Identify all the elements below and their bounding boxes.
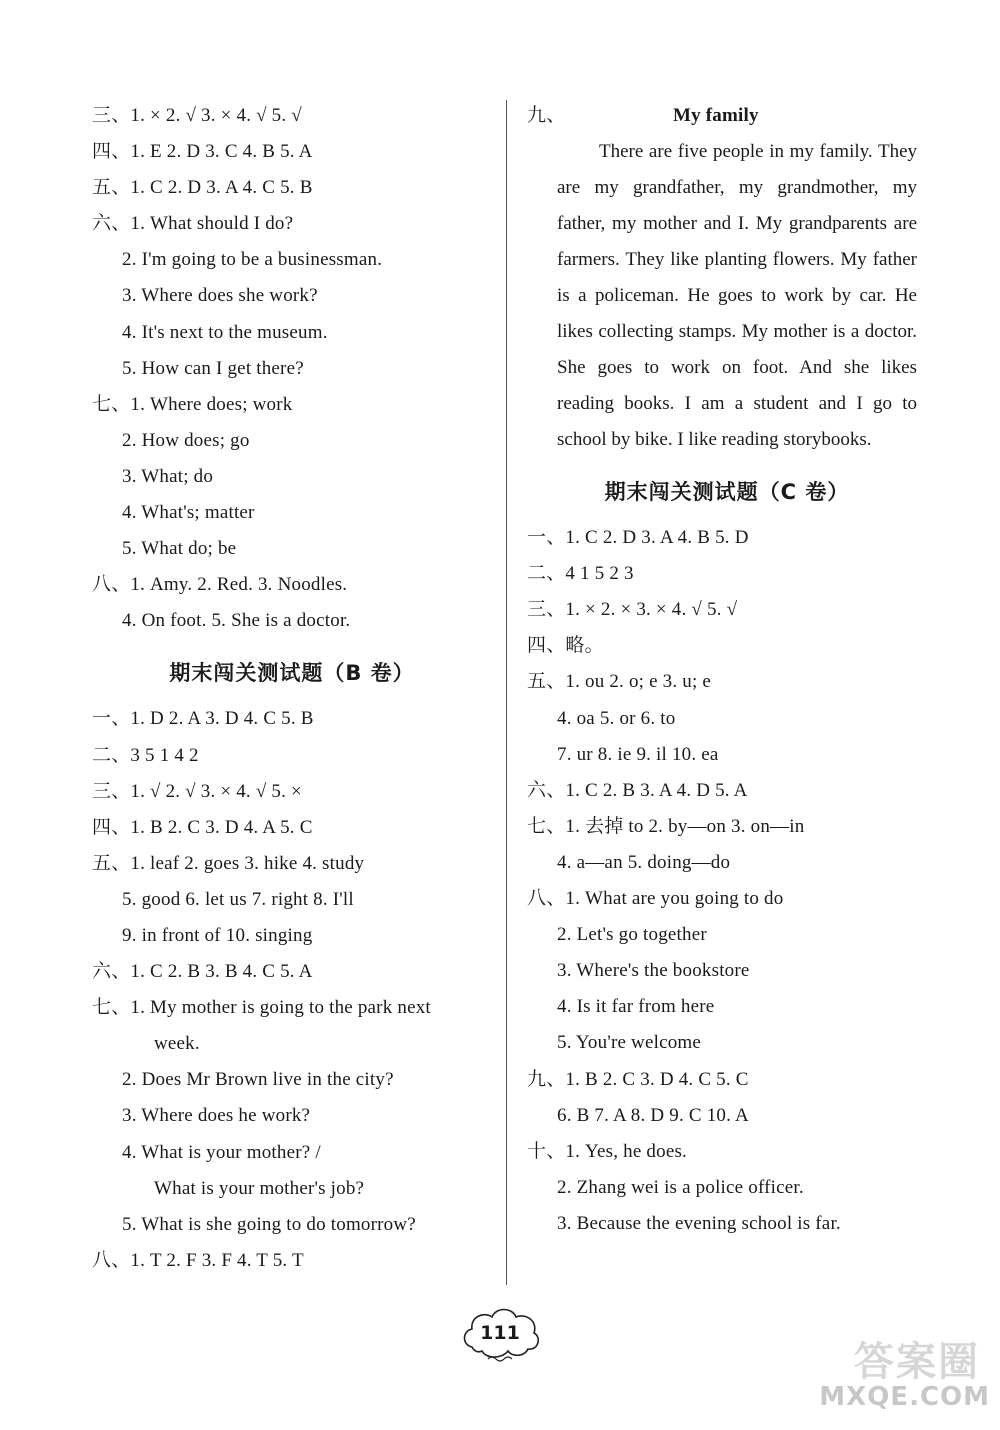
- answer-line: 一、1. D 2. A 3. D 4. C 5. B: [92, 708, 314, 730]
- answer-line: 二、3 5 1 4 2: [92, 744, 199, 766]
- page-number: 111: [480, 1322, 520, 1344]
- answer-line: 4. What's; matter: [122, 502, 255, 524]
- answer-line: 八、1. What are you going to do: [527, 888, 784, 910]
- answer-line: 5. good 6. let us 7. right 8. I'll: [122, 888, 354, 910]
- column-divider: [506, 100, 507, 1285]
- answer-line: 4. On foot. 5. She is a doctor.: [122, 610, 351, 632]
- answer-line: 2. Zhang wei is a police officer.: [557, 1176, 804, 1198]
- page-number-badge: [458, 1305, 542, 1367]
- essay-title-row: [527, 98, 927, 134]
- answer-line: 五、1. ou 2. o; e 3. u; e: [527, 671, 712, 693]
- answer-line: 七、1. Where does; work: [92, 393, 293, 415]
- answer-line: 3. Where does she work?: [122, 285, 318, 307]
- essay-body: There are five people in my family. They are my grandfather, my grandmother, my father, my mother and I. My grandparents are farmers. They like planting flowers. My father is a policeman. He goes to work by car. He likes collecting stamps. My mother is a doctor. She goes to work on foot. And she likes reading books. I am a student and I go to school by bike. I like reading storybooks.: [557, 141, 917, 451]
- answer-line: 5. How can I get there?: [122, 357, 304, 379]
- answer-line: 6. B 7. A 8. D 9. C 10. A: [557, 1104, 749, 1126]
- answer-line: 一、1. C 2. D 3. A 4. B 5. D: [527, 527, 749, 549]
- answer-line: 三、1. × 2. × 3. × 4. √ 5. √: [527, 599, 738, 621]
- answer-line: week.: [154, 1033, 200, 1055]
- answer-list-c: [527, 520, 927, 1242]
- answer-line: 4. a—an 5. doing—do: [557, 851, 731, 873]
- right-column: [527, 98, 927, 1242]
- answer-line: 三、1. √ 2. √ 3. × 4. √ 5. ×: [92, 780, 302, 802]
- answer-line: 六、1. C 2. B 3. A 4. D 5. A: [527, 779, 748, 801]
- answer-line: 二、4 1 5 2 3: [527, 563, 634, 585]
- answer-line: 三、1. × 2. √ 3. × 4. √ 5. √: [92, 105, 302, 126]
- watermark-logo: 答案圈: [854, 1339, 980, 1385]
- watermark-site: MXQE.COM: [819, 1382, 990, 1412]
- essay-title: My family: [673, 105, 759, 126]
- answer-line: 2. Does Mr Brown live in the city?: [122, 1069, 394, 1091]
- answer-line: 五、1. leaf 2. goes 3. hike 4. study: [92, 852, 365, 874]
- answer-line: 5. What do; be: [122, 538, 237, 560]
- answer-line: 3. What; do: [122, 465, 214, 487]
- answer-line: 九、1. B 2. C 3. D 4. C 5. C: [527, 1068, 749, 1090]
- answer-line: 7. ur 8. ie 9. il 10. ea: [557, 743, 719, 765]
- answer-line: 四、1. E 2. D 3. C 4. B 5. A: [92, 141, 313, 163]
- answer-line: 四、1. B 2. C 3. D 4. A 5. C: [92, 816, 313, 838]
- answer-line: 五、1. C 2. D 3. A 4. C 5. B: [92, 177, 313, 199]
- answer-line: What is your mother's job?: [154, 1177, 365, 1199]
- essay-label: 九、: [527, 105, 566, 126]
- answer-list-a: [92, 98, 492, 639]
- answer-line: 5. What is she going to do tomorrow?: [122, 1213, 416, 1235]
- answer-line: 六、1. What should I do?: [92, 213, 294, 235]
- answer-line: 4. What is your mother? /: [122, 1141, 321, 1163]
- left-column: [92, 98, 492, 1279]
- answer-line: 2. I'm going to be a businessman.: [122, 249, 383, 271]
- answer-line: 八、1. Amy. 2. Red. 3. Noodles.: [92, 574, 348, 596]
- answer-line: 四、略。: [527, 635, 604, 657]
- answer-line: 六、1. C 2. B 3. B 4. C 5. A: [92, 961, 313, 983]
- answer-line: 2. Let's go together: [557, 924, 707, 946]
- section-heading-b: 期末闯关测试题（B 卷）: [169, 661, 415, 686]
- answer-line: 3. Because the evening school is far.: [557, 1212, 841, 1234]
- answer-line: 八、1. T 2. F 3. F 4. T 5. T: [92, 1249, 304, 1271]
- answer-line: 3. Where's the bookstore: [557, 960, 750, 982]
- answer-line: 七、1. 去掉 to 2. by—on 3. on—in: [527, 815, 805, 837]
- answer-line: 十、1. Yes, he does.: [527, 1140, 688, 1162]
- answer-line: 七、1. My mother is going to the park next: [92, 997, 431, 1019]
- answer-line: 2. How does; go: [122, 429, 250, 451]
- answer-line: 9. in front of 10. singing: [122, 924, 313, 946]
- answer-line: 4. oa 5. or 6. to: [557, 707, 676, 729]
- watermark: [780, 1330, 990, 1420]
- answer-list-b: [92, 701, 492, 1279]
- answer-line: 5. You're welcome: [557, 1032, 702, 1054]
- section-heading-c: 期末闯关测试题（C 卷）: [604, 480, 850, 505]
- answer-line: 3. Where does he work?: [122, 1105, 311, 1127]
- answer-line: 4. It's next to the museum.: [122, 321, 328, 343]
- answer-line: 4. Is it far from here: [557, 996, 715, 1018]
